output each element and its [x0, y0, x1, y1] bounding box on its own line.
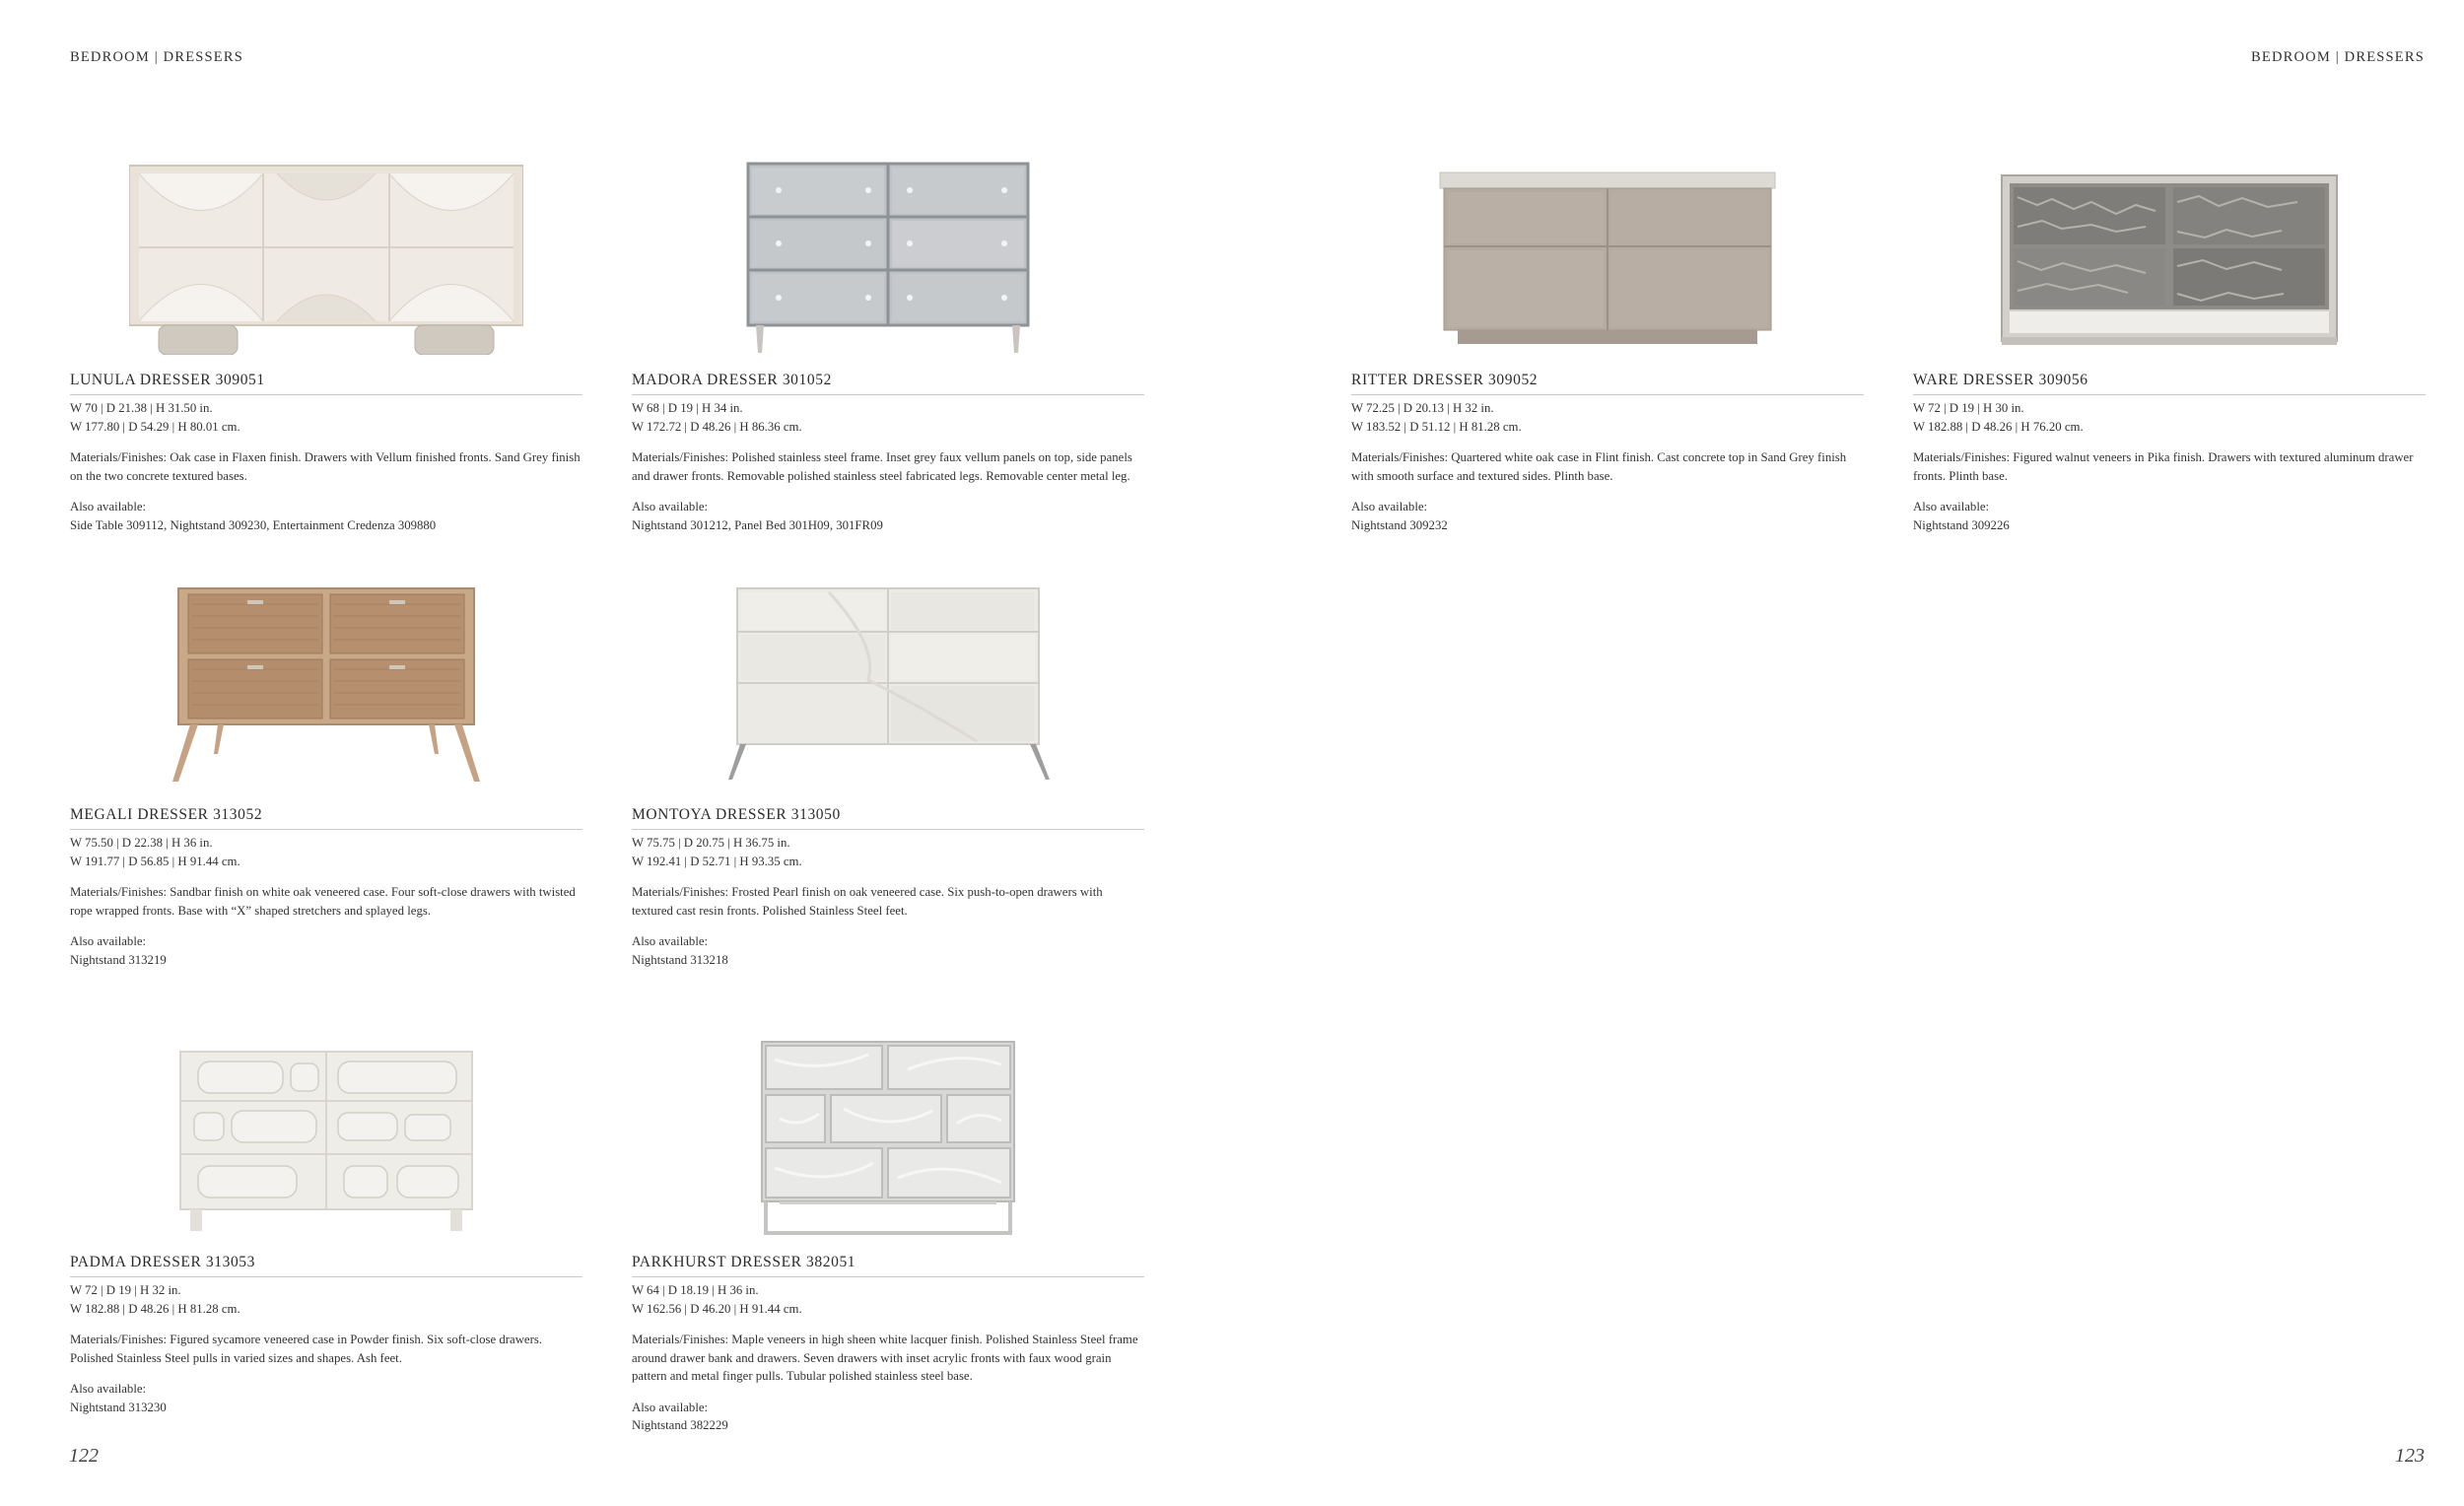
also-available-items: Nightstand 309232	[1351, 517, 1448, 532]
dimensions-inches: W 72 | D 19 | H 30 in.	[1913, 401, 2024, 415]
also-available-label: Also available:	[70, 500, 147, 513]
product-title: WARE DRESSER 309056	[1913, 372, 2426, 395]
dimensions-inches: W 72 | D 19 | H 32 in.	[70, 1283, 181, 1297]
product-info	[70, 1281, 582, 1416]
dimensions-cm: W 183.52 | D 51.12 | H 81.28 cm.	[1351, 419, 1522, 434]
product-info	[632, 834, 1144, 969]
dimensions-inches: W 68 | D 19 | H 34 in.	[632, 401, 743, 415]
section-header-right: BEDROOM | DRESSERS	[2251, 49, 2425, 65]
dimensions-inches: W 75.50 | D 22.38 | H 36 in.	[70, 836, 213, 850]
also-available-items: Nightstand 313219	[70, 952, 167, 967]
product-title: PADMA DRESSER 313053	[70, 1254, 582, 1277]
product-info	[632, 399, 1144, 534]
materials-text: Materials/Finishes: Figured walnut veneers in Pika finish. Drawers with textured aluminum drawer fronts. Plinth base.	[1913, 450, 2414, 483]
product-title: LUNULA DRESSER 309051	[70, 372, 582, 395]
also-available-items: Nightstand 309226	[1913, 517, 2010, 532]
materials-text: Materials/Finishes: Quartered white oak case in Flint finish. Cast concrete top in Sand Grey finish with smooth surface and textured sides. Plinth base.	[1351, 450, 1847, 483]
also-available-label: Also available:	[1351, 500, 1428, 513]
ware-dresser-image	[1913, 143, 2426, 355]
also-available-label: Also available:	[632, 500, 709, 513]
dimensions-inches: W 64 | D 18.19 | H 36 in.	[632, 1283, 759, 1297]
dimensions-cm: W 182.88 | D 48.26 | H 76.20 cm.	[1913, 419, 2084, 434]
product-info	[1351, 399, 1864, 534]
also-available-label: Also available:	[70, 1382, 147, 1396]
also-available-items: Nightstand 313218	[632, 952, 728, 967]
dimensions-cm: W 192.41 | D 52.71 | H 93.35 cm.	[632, 854, 802, 868]
dimensions-cm: W 162.56 | D 46.20 | H 91.44 cm.	[632, 1301, 802, 1316]
parkhurst-dresser-image	[632, 1025, 1144, 1237]
madora-dresser-image	[632, 143, 1144, 355]
padma-dresser-image	[70, 1025, 582, 1237]
dimensions-inches: W 72.25 | D 20.13 | H 32 in.	[1351, 401, 1494, 415]
dimensions-inches: W 70 | D 21.38 | H 31.50 in.	[70, 401, 213, 415]
dimensions-inches: W 75.75 | D 20.75 | H 36.75 in.	[632, 836, 790, 850]
materials-text: Materials/Finishes: Sandbar finish on white oak veneered case. Four soft-close drawers with twisted rope wrapped fronts. Base with “X” shaped stretchers and splayed legs.	[70, 885, 576, 918]
megali-dresser-image	[70, 582, 582, 793]
product-title: RITTER DRESSER 309052	[1351, 372, 1864, 395]
materials-text: Materials/Finishes: Frosted Pearl finish on oak veneered case. Six push-to-open drawers with textured cast resin fronts. Polished Stainless Steel feet.	[632, 885, 1103, 918]
product-title: MADORA DRESSER 301052	[632, 372, 1144, 395]
materials-text: Materials/Finishes: Oak case in Flaxen finish. Drawers with Vellum finished fronts. Sand Grey finish on the two concrete textured bases.	[70, 450, 581, 483]
dimensions-cm: W 172.72 | D 48.26 | H 86.36 cm.	[632, 419, 802, 434]
dimensions-cm: W 177.80 | D 54.29 | H 80.01 cm.	[70, 419, 240, 434]
also-available-items: Nightstand 301212, Panel Bed 301H09, 301FR09	[632, 517, 883, 532]
lunula-dresser-image	[70, 143, 582, 355]
product-info	[632, 1281, 1144, 1435]
also-available-label: Also available:	[1913, 500, 1990, 513]
section-header-left: BEDROOM | DRESSERS	[70, 49, 243, 65]
product-info	[70, 834, 582, 969]
also-available-label: Also available:	[70, 934, 147, 948]
also-available-items: Nightstand 313230	[70, 1400, 167, 1414]
dimensions-cm: W 191.77 | D 56.85 | H 91.44 cm.	[70, 854, 240, 868]
product-title: MONTOYA DRESSER 313050	[632, 806, 1144, 830]
materials-text: Materials/Finishes: Maple veneers in high sheen white lacquer finish. Polished Stainless Steel frame around drawer bank and drawers. Seven drawers with inset acrylic fronts with faux wood grain pattern and metal finger pulls. Tubular polished stainless steel base.	[632, 1333, 1138, 1383]
product-title: MEGALI DRESSER 313052	[70, 806, 582, 830]
also-available-items: Side Table 309112, Nightstand 309230, Entertainment Credenza 309880	[70, 517, 437, 532]
ritter-dresser-image	[1351, 143, 1864, 355]
materials-text: Materials/Finishes: Figured sycamore veneered case in Powder finish. Six soft-close drawers. Polished Stainless Steel pulls in varied sizes and shapes. Ash feet.	[70, 1333, 543, 1365]
also-available-label: Also available:	[632, 934, 709, 948]
page-number-right: 123	[2395, 1445, 2425, 1467]
product-info	[70, 399, 582, 534]
also-available-items: Nightstand 382229	[632, 1418, 728, 1432]
also-available-label: Also available:	[632, 1400, 709, 1414]
page-number-left: 122	[69, 1445, 99, 1467]
product-title: PARKHURST DRESSER 382051	[632, 1254, 1144, 1277]
montoya-dresser-image	[632, 582, 1144, 793]
product-info	[1913, 399, 2426, 534]
dimensions-cm: W 182.88 | D 48.26 | H 81.28 cm.	[70, 1301, 240, 1316]
materials-text: Materials/Finishes: Polished stainless steel frame. Inset grey faux vellum panels on top, side panels and drawer fronts. Removable polished stainless steel fabricated legs. Removable center metal leg.	[632, 450, 1132, 483]
